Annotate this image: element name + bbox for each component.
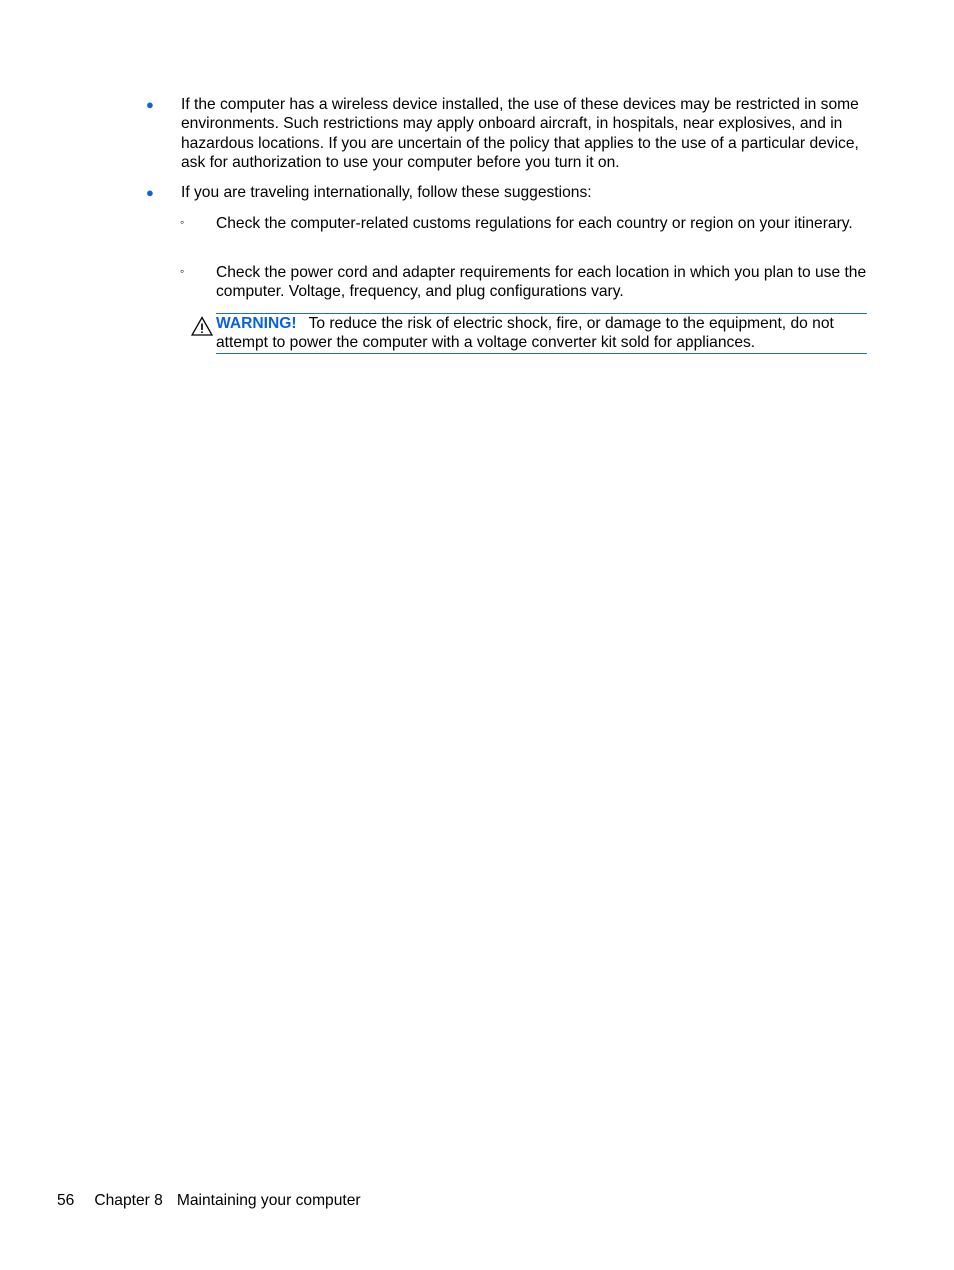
bullet-item-wireless bbox=[146, 95, 871, 173]
chapter-label: Chapter 8 bbox=[94, 1192, 163, 1209]
sub-bullet-item-customs bbox=[180, 214, 871, 233]
filled-circle-bullet-icon: ● bbox=[146, 97, 154, 112]
warning-text: To reduce the risk of electric shock, fire, or damage to the equipment, do not attempt to power the computer with a voltage converter kit sold for appliances. bbox=[216, 315, 834, 352]
hollow-circle-bullet-icon: ◦ bbox=[180, 264, 185, 278]
warning-label: WARNING! bbox=[216, 315, 297, 332]
page-number: 56 bbox=[57, 1192, 75, 1209]
page-footer bbox=[57, 1191, 361, 1210]
bullet-text: If the computer has a wireless device installed, the use of these devices may be restricted in some environments. Such restrictions may apply onboard aircraft, in hospitals, near explosives, and in hazardous locations. If you are uncertain of the policy that applies to the use of a particular device, ask for authorization to use your computer before you turn it on. bbox=[181, 96, 859, 172]
filled-circle-bullet-icon: ● bbox=[146, 185, 154, 200]
hollow-circle-bullet-icon: ◦ bbox=[180, 215, 185, 229]
bullet-item-traveling bbox=[146, 183, 871, 202]
chapter-title: Maintaining your computer bbox=[176, 1192, 361, 1209]
bullet-text: If you are traveling internationally, follow these suggestions: bbox=[181, 184, 592, 201]
warning-triangle-icon bbox=[191, 316, 213, 336]
sub-bullet-item-power-cord bbox=[180, 263, 871, 302]
sub-bullet-text: Check the computer-related customs regulations for each country or region on your itinerary. bbox=[216, 215, 853, 232]
sub-bullet-text: Check the power cord and adapter requirements for each location in which you plan to use the computer. Voltage, frequency, and plug configurations vary. bbox=[216, 264, 867, 301]
warning-note bbox=[216, 313, 867, 354]
